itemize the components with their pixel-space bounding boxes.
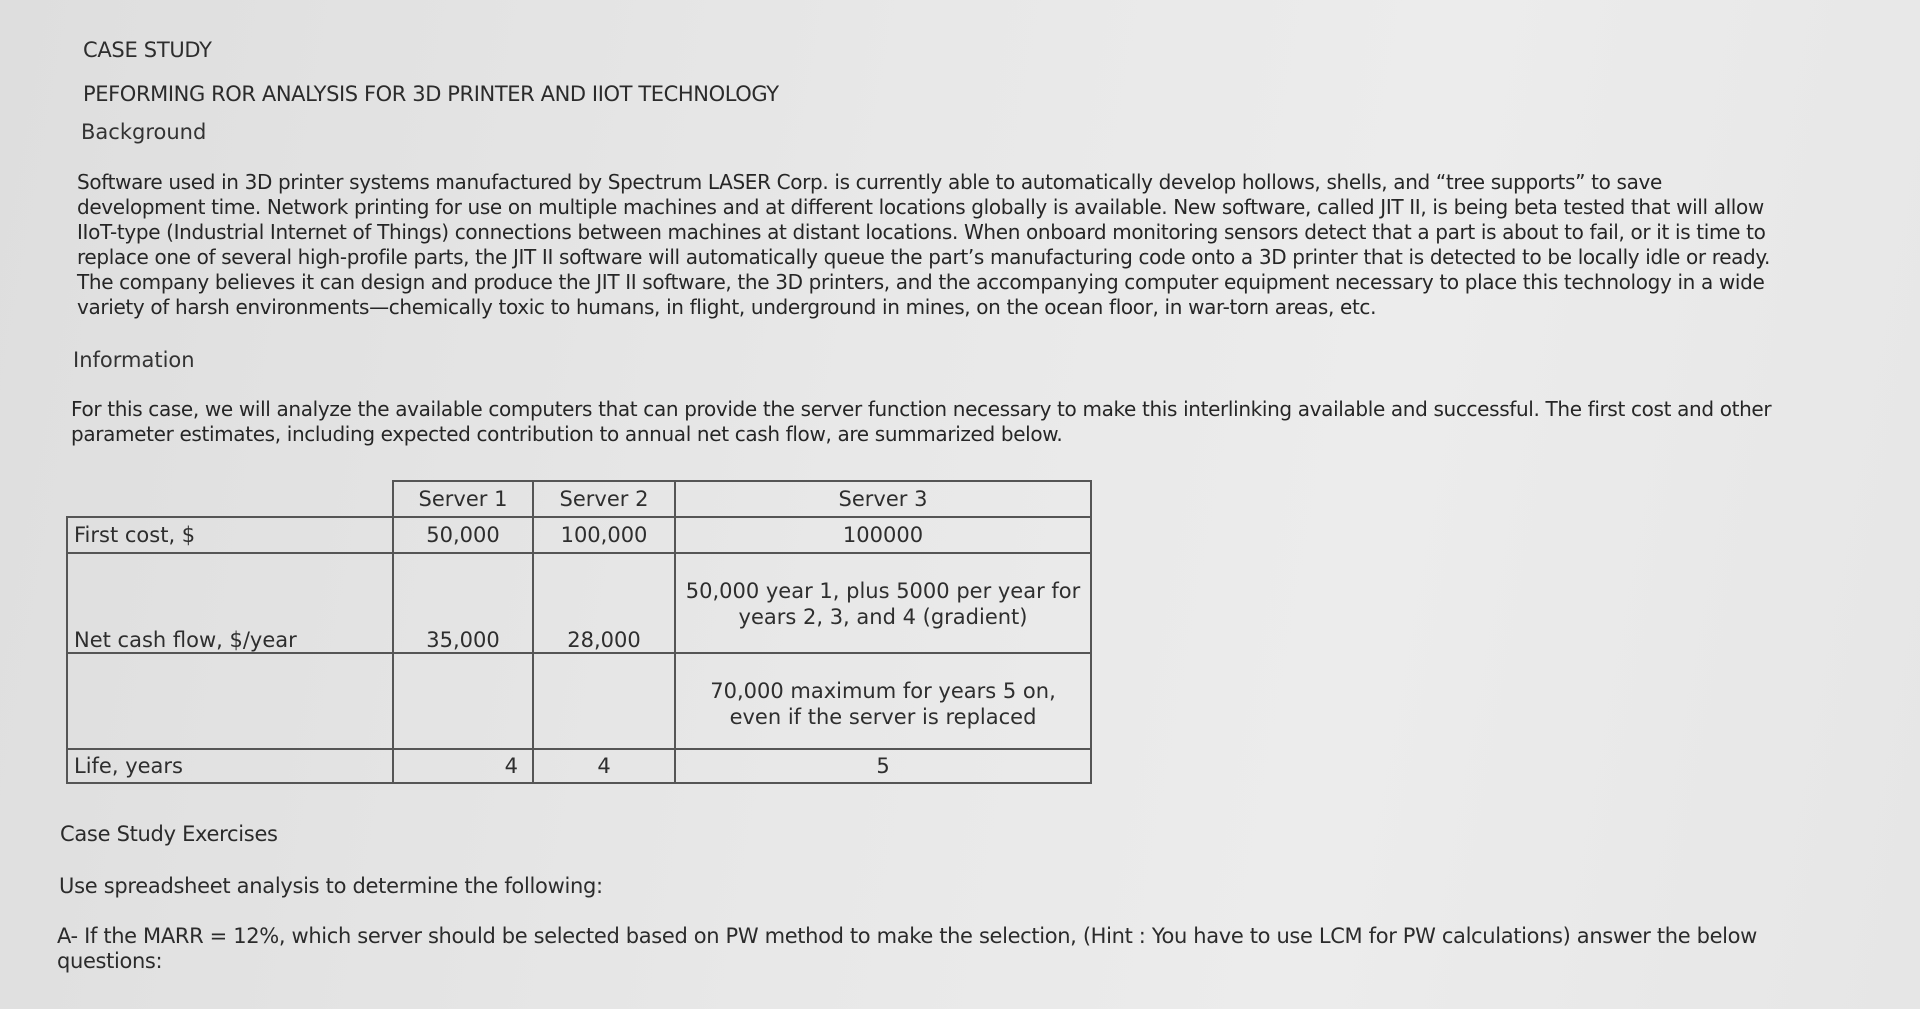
life-server-2: 4 (533, 749, 675, 783)
document-title: PEFORMING ROR ANALYSIS FOR 3D PRINTER AND IIOT TECHNOLOGY (83, 82, 779, 106)
information-paragraph: For this case, we will analyze the available computers that can provide the server function necessary to make this interlinking available and successful. The first cost and other parameter estimates, including expected contribution to annual net cash flow, are summarized below. (71, 397, 1772, 446)
first-cost-server-1: 50,000 (393, 517, 533, 553)
net-cash-flow-server-3-maximum: 70,000 maximum for years 5 on, even if the server is replaced (675, 653, 1091, 749)
table-header-row (67, 481, 1091, 517)
server-comparison-table (66, 480, 1092, 784)
table-row (67, 517, 1091, 553)
net-cash-flow-server-3: 50,000 year 1, plus 5000 per year for years 2, 3, and 4 (gradient) (675, 553, 1091, 653)
table-row (67, 749, 1091, 783)
header-server-3: Server 3 (675, 481, 1091, 517)
information-heading: Information (73, 348, 195, 372)
net-cash-flow-server-1: 35,000 (393, 553, 533, 653)
table-row (67, 653, 1091, 749)
life-label: Life, years (67, 749, 393, 783)
life-server-1: 4 (393, 749, 533, 783)
question-a: A- If the MARR = 12%, which server should be selected based on PW method to make the selection, (Hint : You have to use LCM for PW calculations) answer the below questions: (57, 924, 1757, 973)
exercises-instruction: Use spreadsheet analysis to determine the following: (59, 874, 603, 898)
table-corner-cell (67, 481, 393, 517)
exercises-heading: Case Study Exercises (60, 822, 278, 846)
background-paragraph: Software used in 3D printer systems manufactured by Spectrum LASER Corp. is currently able to automatically develop hollows, shells, and “tree supports” to save development time. Network printing for use on multiple machines and at different locations globally is available. New software, called JIT II, is being beta tested that will allow IIoT-type (Industrial Internet of Things) connections between machines at distant locations. When onboard monitoring sensors detect that a part is about to fail, or it is time to replace one of several high-profile parts, the JIT II software will automatically queue the part’s manufacturing code onto a 3D printer that is detected to be locally idle or ready. The company believes it can design and produce the JIT II software, the 3D printers, and the accompanying computer equipment necessary to place this technology in a wide variety of harsh environments—chemically toxic to humans, in flight, underground in mines, on the ocean floor, in war-torn areas, etc. (77, 170, 1771, 319)
case-study-label: CASE STUDY (83, 38, 212, 62)
first-cost-server-3: 100000 (675, 517, 1091, 553)
background-heading: Background (81, 120, 207, 144)
table-row (67, 553, 1091, 653)
empty-cell (533, 653, 675, 749)
header-server-2: Server 2 (533, 481, 675, 517)
net-cash-flow-label: Net cash flow, $/year (67, 553, 393, 653)
empty-cell (393, 653, 533, 749)
first-cost-server-2: 100,000 (533, 517, 675, 553)
header-server-1: Server 1 (393, 481, 533, 517)
net-cash-flow-server-2: 28,000 (533, 553, 675, 653)
life-server-3: 5 (675, 749, 1091, 783)
first-cost-label: First cost, $ (67, 517, 393, 553)
empty-cell (67, 653, 393, 749)
